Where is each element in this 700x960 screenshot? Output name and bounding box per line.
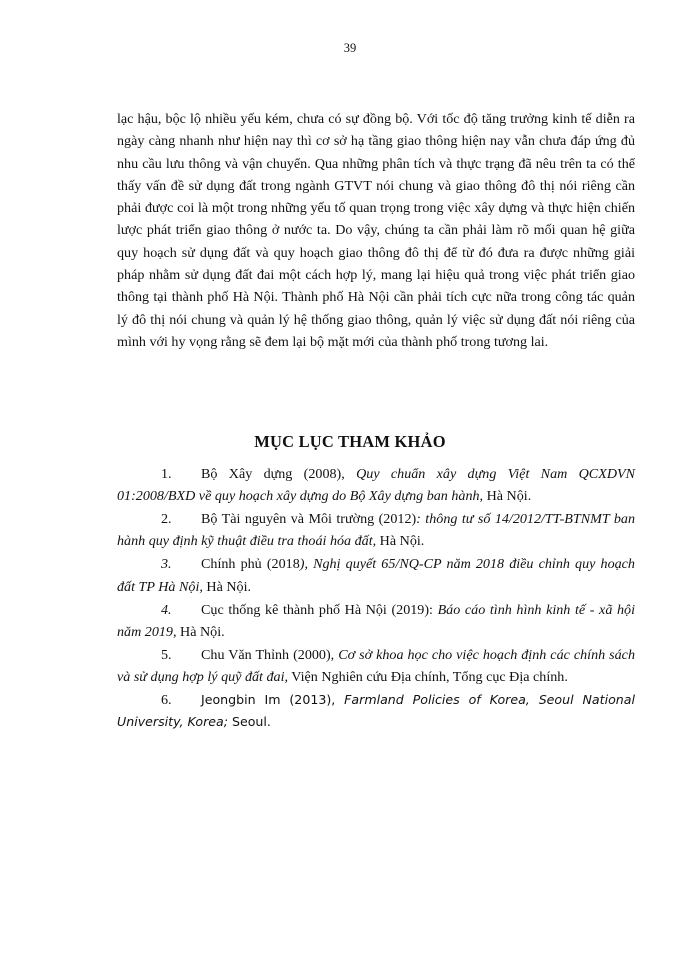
reference-item (117, 599, 635, 644)
reference-item (117, 508, 635, 553)
reference-number: 1. (161, 466, 172, 482)
reference-number: 4. (161, 601, 172, 618)
reference-publisher: Hà Nội. (483, 488, 532, 505)
reference-number: 6. (161, 691, 172, 708)
reference-number: 5. (161, 646, 172, 663)
reference-item (117, 689, 635, 734)
references-title: MỤC LỤC THAM KHẢO (254, 432, 446, 451)
reference-title: ), Nghị quyết 65/NQ-CP năm 2018 điều chỉnh quy hoạch đất TP Hà Nội, (117, 556, 635, 595)
page-number: 39 (343, 41, 357, 55)
reference-publisher: Hà Nội. (376, 533, 425, 550)
reference-author: Chính phủ (2018 (201, 556, 300, 573)
reference-author: Bộ Tài nguyên và Môi trường (2012) (201, 511, 417, 528)
reference-publisher: Hà Nội. (202, 578, 252, 595)
reference-title: Quy chuẩn xây dựng Việt Nam QCXDVN 01:2008/BXD về quy hoạch xây dựng do Bộ Xây dựng ban hành, (117, 466, 636, 505)
reference-number: 2. (161, 511, 172, 528)
reference-item (117, 644, 635, 689)
reference-item (117, 463, 635, 508)
reference-publisher: Viện Nghiên cứu Địa chính, Tổng cục Địa chính. (288, 669, 568, 686)
reference-item (117, 553, 635, 598)
reference-title: Farmland Policies of Korea, Seoul National University, Korea; (117, 691, 635, 730)
reference-title: Cơ sở khoa học cho việc hoạch định các chính sách và sử dụng hợp lý quỹ đất đai, (117, 646, 635, 686)
reference-publisher: Hà Nội. (176, 623, 225, 640)
reference-publisher: Seoul. (227, 714, 271, 730)
reference-author: Jeongbin Im (2013), (201, 691, 336, 707)
reference-title: Báo cáo tình hình kinh tế - xã hội năm 2019, (117, 601, 635, 640)
body-paragraph: lạc hậu, bộc lộ nhiều yếu kém, chưa có sự đồng bộ. Với tốc độ tăng trưởng kinh tế diễn ra ngày càng nhanh như hiện nay thì cơ sở hạ tầng giao thông hiện nay vẫn chưa đáp ứng đủ nhu cầu lưu thông và vận chuyển. Qua những phân tích và thực trạng đã nêu trên ta có thể thấy vấn đề sử dụng đất trong ngành GTVT nói chung và giao thông đô thị nói riêng cần phải được coi là một trong những yếu tố quan trọng trong việc xây dựng và thực hiện chiến lược phát triển giao thông ở nước ta. Do vậy, chúng ta cần phải làm rõ mối quan hệ giữa quy hoạch sử dụng đất và quy hoạch giao thông đô thị để từ đó đưa ra được những giải pháp nhằm sử dụng đất đai một cách hợp lý, mang lại hiệu quả trong việc phát triển giao thông tại thành phố Hà Nội. Thành phố Hà Nội cần phải tích cực nữa trong công tác quản lý đô thị nói chung và quản lý hệ thống giao thông, quản lý việc sử dụng đất nói riêng của mình với hy vọng rằng sẽ đem lại bộ mặt mới của thành phố trong tương lai. (117, 111, 635, 350)
reference-author: Bộ Xây dựng (2008), (201, 466, 345, 482)
reference-title: : thông tư số 14/2012/TT-BTNMT ban hành quy định kỹ thuật điều tra thoái hóa đất, (117, 511, 635, 550)
reference-author: Cục thống kê thành phố Hà Nội (2019): (201, 601, 433, 618)
reference-author: Chu Văn Thỉnh (2000), (201, 646, 335, 663)
reference-number: 3. (161, 556, 172, 573)
reference-list (117, 463, 635, 734)
